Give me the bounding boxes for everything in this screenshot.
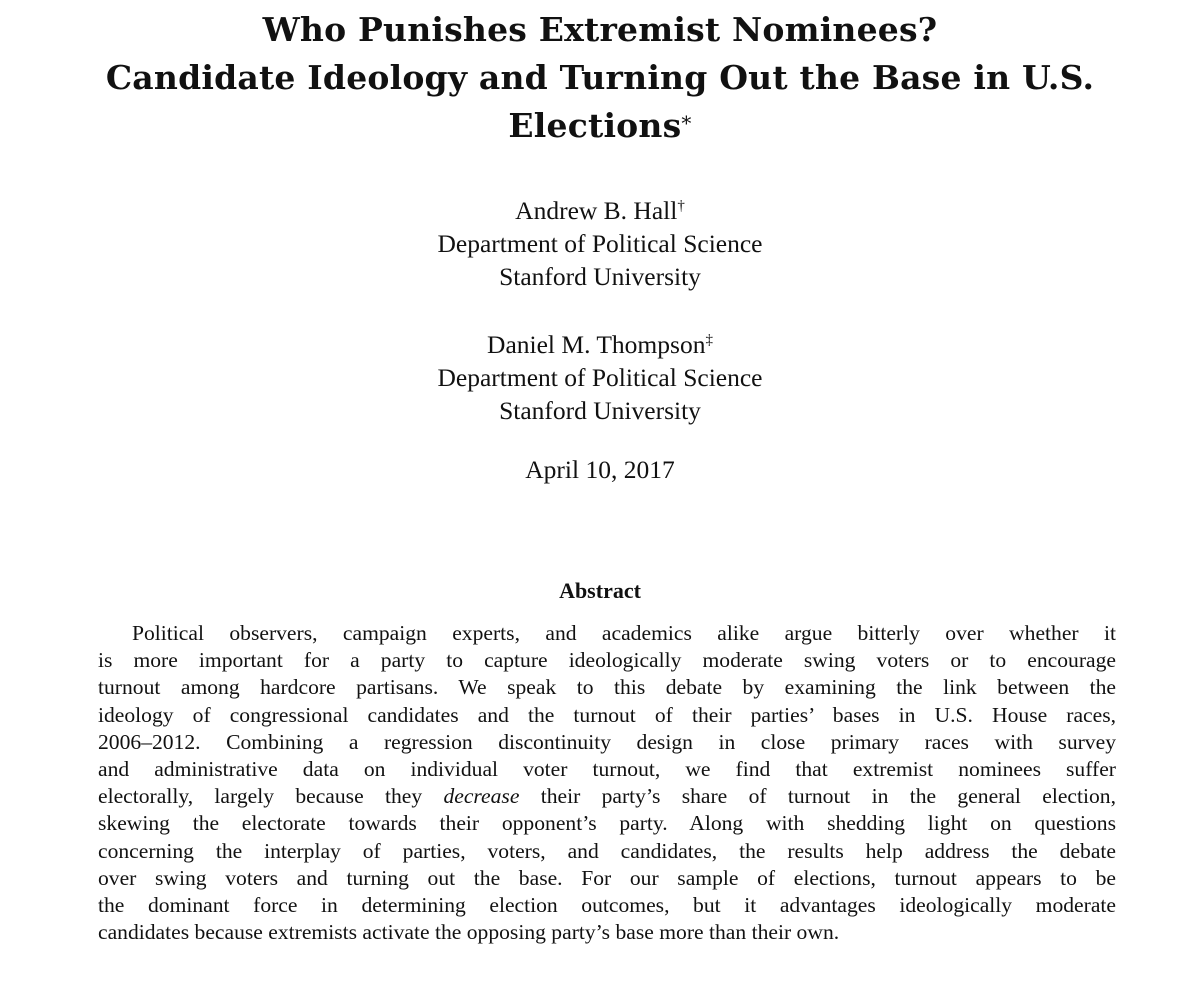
paper-date: April 10, 2017	[525, 455, 675, 484]
author-1-department: Department of Political Science	[437, 229, 763, 258]
abstract-line: Political observers, campaign experts, and academics alike argue bitterly over whether it	[132, 621, 1116, 645]
abstract-line: 2006–2012. Combining a regression discontinuity design in close primary races with survey	[98, 729, 1116, 754]
author-1-name-line	[200, 194, 1000, 227]
author-block-2	[200, 328, 1000, 427]
abstract-body	[98, 620, 1116, 946]
author-2-footnote-mark[interactable]: ‡	[705, 332, 713, 348]
author-1-name: Andrew B. Hall	[515, 196, 678, 225]
abstract-line: skewing the electorate towards their opponent’s party. Along with shedding light on questions	[98, 811, 1116, 836]
title-line-3	[30, 102, 1170, 150]
abstract-line: concerning the interplay of parties, voters, and candidates, the results help address the debate	[98, 838, 1116, 863]
title-line-2: Candidate Ideology and Turning Out the Base in U.S.	[105, 58, 1095, 97]
author-2-institution: Stanford University	[499, 396, 701, 425]
abstract-line: and administrative data on individual voter turnout, we find that extremist nominees suffer	[98, 756, 1116, 781]
title-line-1: Who Punishes Extremist Nominees?	[262, 10, 938, 49]
abstract-line: is more important for a party to capture ideologically moderate swing voters or to encourage	[98, 648, 1116, 673]
author-2-name: Daniel M. Thompson	[487, 330, 706, 359]
author-block-1	[200, 194, 1000, 293]
author-2-name-line	[200, 328, 1000, 361]
title-line-3-text: Elections	[508, 106, 682, 145]
abstract-line: ideology of congressional candidates and the turnout of their parties’ bases in U.S. House races,	[98, 702, 1116, 727]
abstract-line-7-after: their party’s share of turnout in the general election,	[519, 784, 1116, 809]
abstract-line: candidates because extremists activate the opposing party’s base more than their own.	[98, 920, 840, 945]
abstract-line: over swing voters and turning out the base. For our sample of elections, turnout appears to be	[98, 865, 1116, 890]
abstract-line: turnout among hardcore partisans. We speak to this debate by examining the link between the	[98, 675, 1116, 700]
author-1-institution: Stanford University	[499, 262, 701, 291]
title-footnote-mark[interactable]: *	[681, 111, 692, 135]
author-1-footnote-mark[interactable]: †	[677, 198, 685, 214]
abstract-line-7-before: electorally, largely because they	[98, 784, 444, 809]
paper-title	[30, 6, 1170, 150]
emphasized-word: decrease	[443, 784, 520, 809]
abstract-heading: Abstract	[559, 578, 641, 603]
abstract-line-emphasis	[98, 783, 1116, 810]
author-2-department: Department of Political Science	[437, 363, 763, 392]
abstract-line: the dominant force in determining election outcomes, but it advantages ideologically moderate	[98, 892, 1116, 917]
